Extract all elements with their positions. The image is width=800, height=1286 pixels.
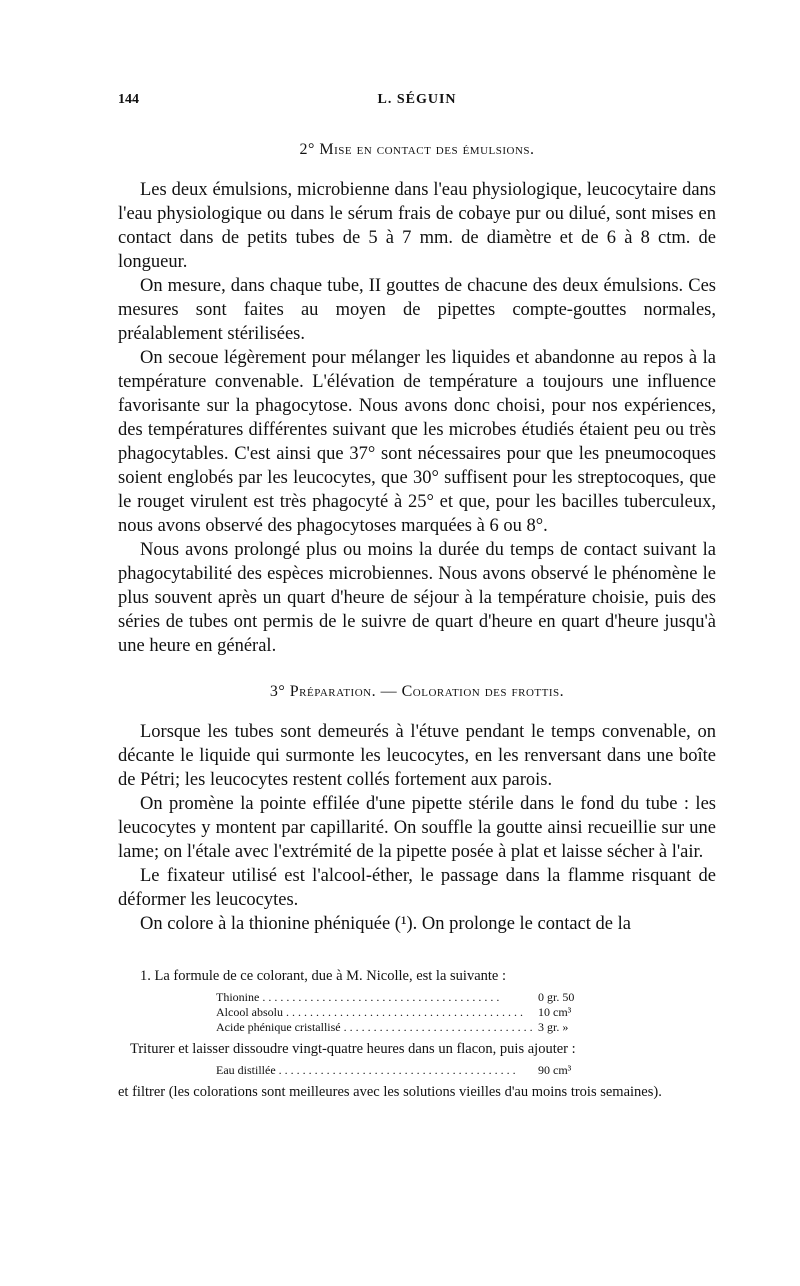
paragraph: On colore à la thionine phéniquée (¹). On prolonge le contact de la <box>140 914 631 934</box>
paragraph: Lorsque les tubes sont demeurés à l'étuve pendant le temps convenable, on décante le liquide qui surmonte les leucocytes, en les renversant dans une boîte de Pétri; les leucocytes restent collés fortement aux parois. <box>118 722 716 790</box>
footnote-intro: 1. La formule de ce colorant, due à M. Nicolle, est la suivante : <box>140 968 506 984</box>
paragraph: Nous avons prolongé plus ou moins la durée du temps de contact suivant la phagocytabilité des espèces microbiennes. Nous avons observé le phénomène le plus souvent après un quart d'heure de séjour à la température choisie, puis des séries de tubes ont permis de le suivre de quart d'heure en quart d'heure jusqu'à une heure en général. <box>118 540 716 656</box>
paragraph: On secoue légèrement pour mélanger les liquides et abandonne au repos à la température convenable. L'élévation de température a toujours une influence favorisante sur la phagocytose. Nous avons donc choisi, pour nos expériences, des températures différentes suivant que les microbes étudiés étaient peu ou très phagocytables. C'est ainsi que 37° sont nécessaires pour que les pneumocoques soient englobés par les leucocytes, que 30° suffisent pour les streptocoques, que le rouget virulent est très phagocyté à 25° et que, pour les bacilles tuberculeux, nous avons observé des phagocytoses marquées à 6 ou 8°. <box>118 348 716 536</box>
recipe-ingredient: Thionine . . . <box>216 990 532 1005</box>
recipe-row <box>216 1063 616 1078</box>
recipe-quantity: 90 cm³ <box>532 1063 616 1078</box>
recipe-quantity: 0 gr. 50 <box>532 990 616 1005</box>
section-heading-mise-en-contact: 2° Mise en contact des émulsions. <box>299 141 535 158</box>
recipe-ingredient: Acide phénique cristallisé . . . <box>216 1020 532 1035</box>
section-body-preparation <box>118 720 716 936</box>
recipe-quantity: 3 gr. » <box>532 1020 616 1035</box>
footnote-closing: et filtrer (les colorations sont meilleures avec les solutions vieilles d'au moins trois semaines). <box>118 1084 662 1100</box>
running-head-author: L. SÉGUIN <box>377 92 457 107</box>
recipe-ingredient: Eau distillée . . . <box>216 1063 532 1078</box>
recipe-table <box>216 990 616 1035</box>
paragraph: On mesure, dans chaque tube, II gouttes de chacune des deux émulsions. Ces mesures sont faites au moyen de pipettes compte-gouttes normales, préalablement stérilisées. <box>118 276 716 344</box>
recipe-row <box>216 990 616 1005</box>
paragraph: Le fixateur utilisé est l'alcool-éther, le passage dans la flamme risquant de déformer les leucocytes. <box>118 866 716 910</box>
section-body-mise-en-contact <box>118 178 716 658</box>
paragraph: On promène la pointe effilée d'une pipette stérile dans le fond du tube : les leucocytes y montent par capillarité. On souffle la goutte ainsi recueillie sur une lame; on l'étale avec l'extrémité de la pipette posée à plat et laisse sécher à l'air. <box>118 794 716 862</box>
recipe-ingredient: Alcool absolu . . . <box>216 1005 532 1020</box>
footnote <box>118 966 716 1102</box>
recipe-row <box>216 1020 616 1035</box>
page-number: 144 <box>118 92 139 107</box>
paragraph: Les deux émulsions, microbienne dans l'eau physiologique, leucocytaire dans l'eau physiologique ou dans le sérum frais de cobaye pur ou dilué, sont mises en contact dans de petits tubes de 5 à 7 mm. de diamètre et de 6 à 8 ctm. de longueur. <box>118 180 716 272</box>
recipe-table-2 <box>216 1063 616 1078</box>
recipe-quantity: 10 cm³ <box>532 1005 616 1020</box>
recipe-row <box>216 1005 616 1020</box>
section-heading-preparation: 3° Préparation. — Coloration des frottis. <box>269 683 565 700</box>
running-head <box>118 92 716 114</box>
footnote-instruction: Triturer et laisser dissoudre vingt-quatre heures dans un flacon, puis ajouter : <box>130 1041 576 1057</box>
